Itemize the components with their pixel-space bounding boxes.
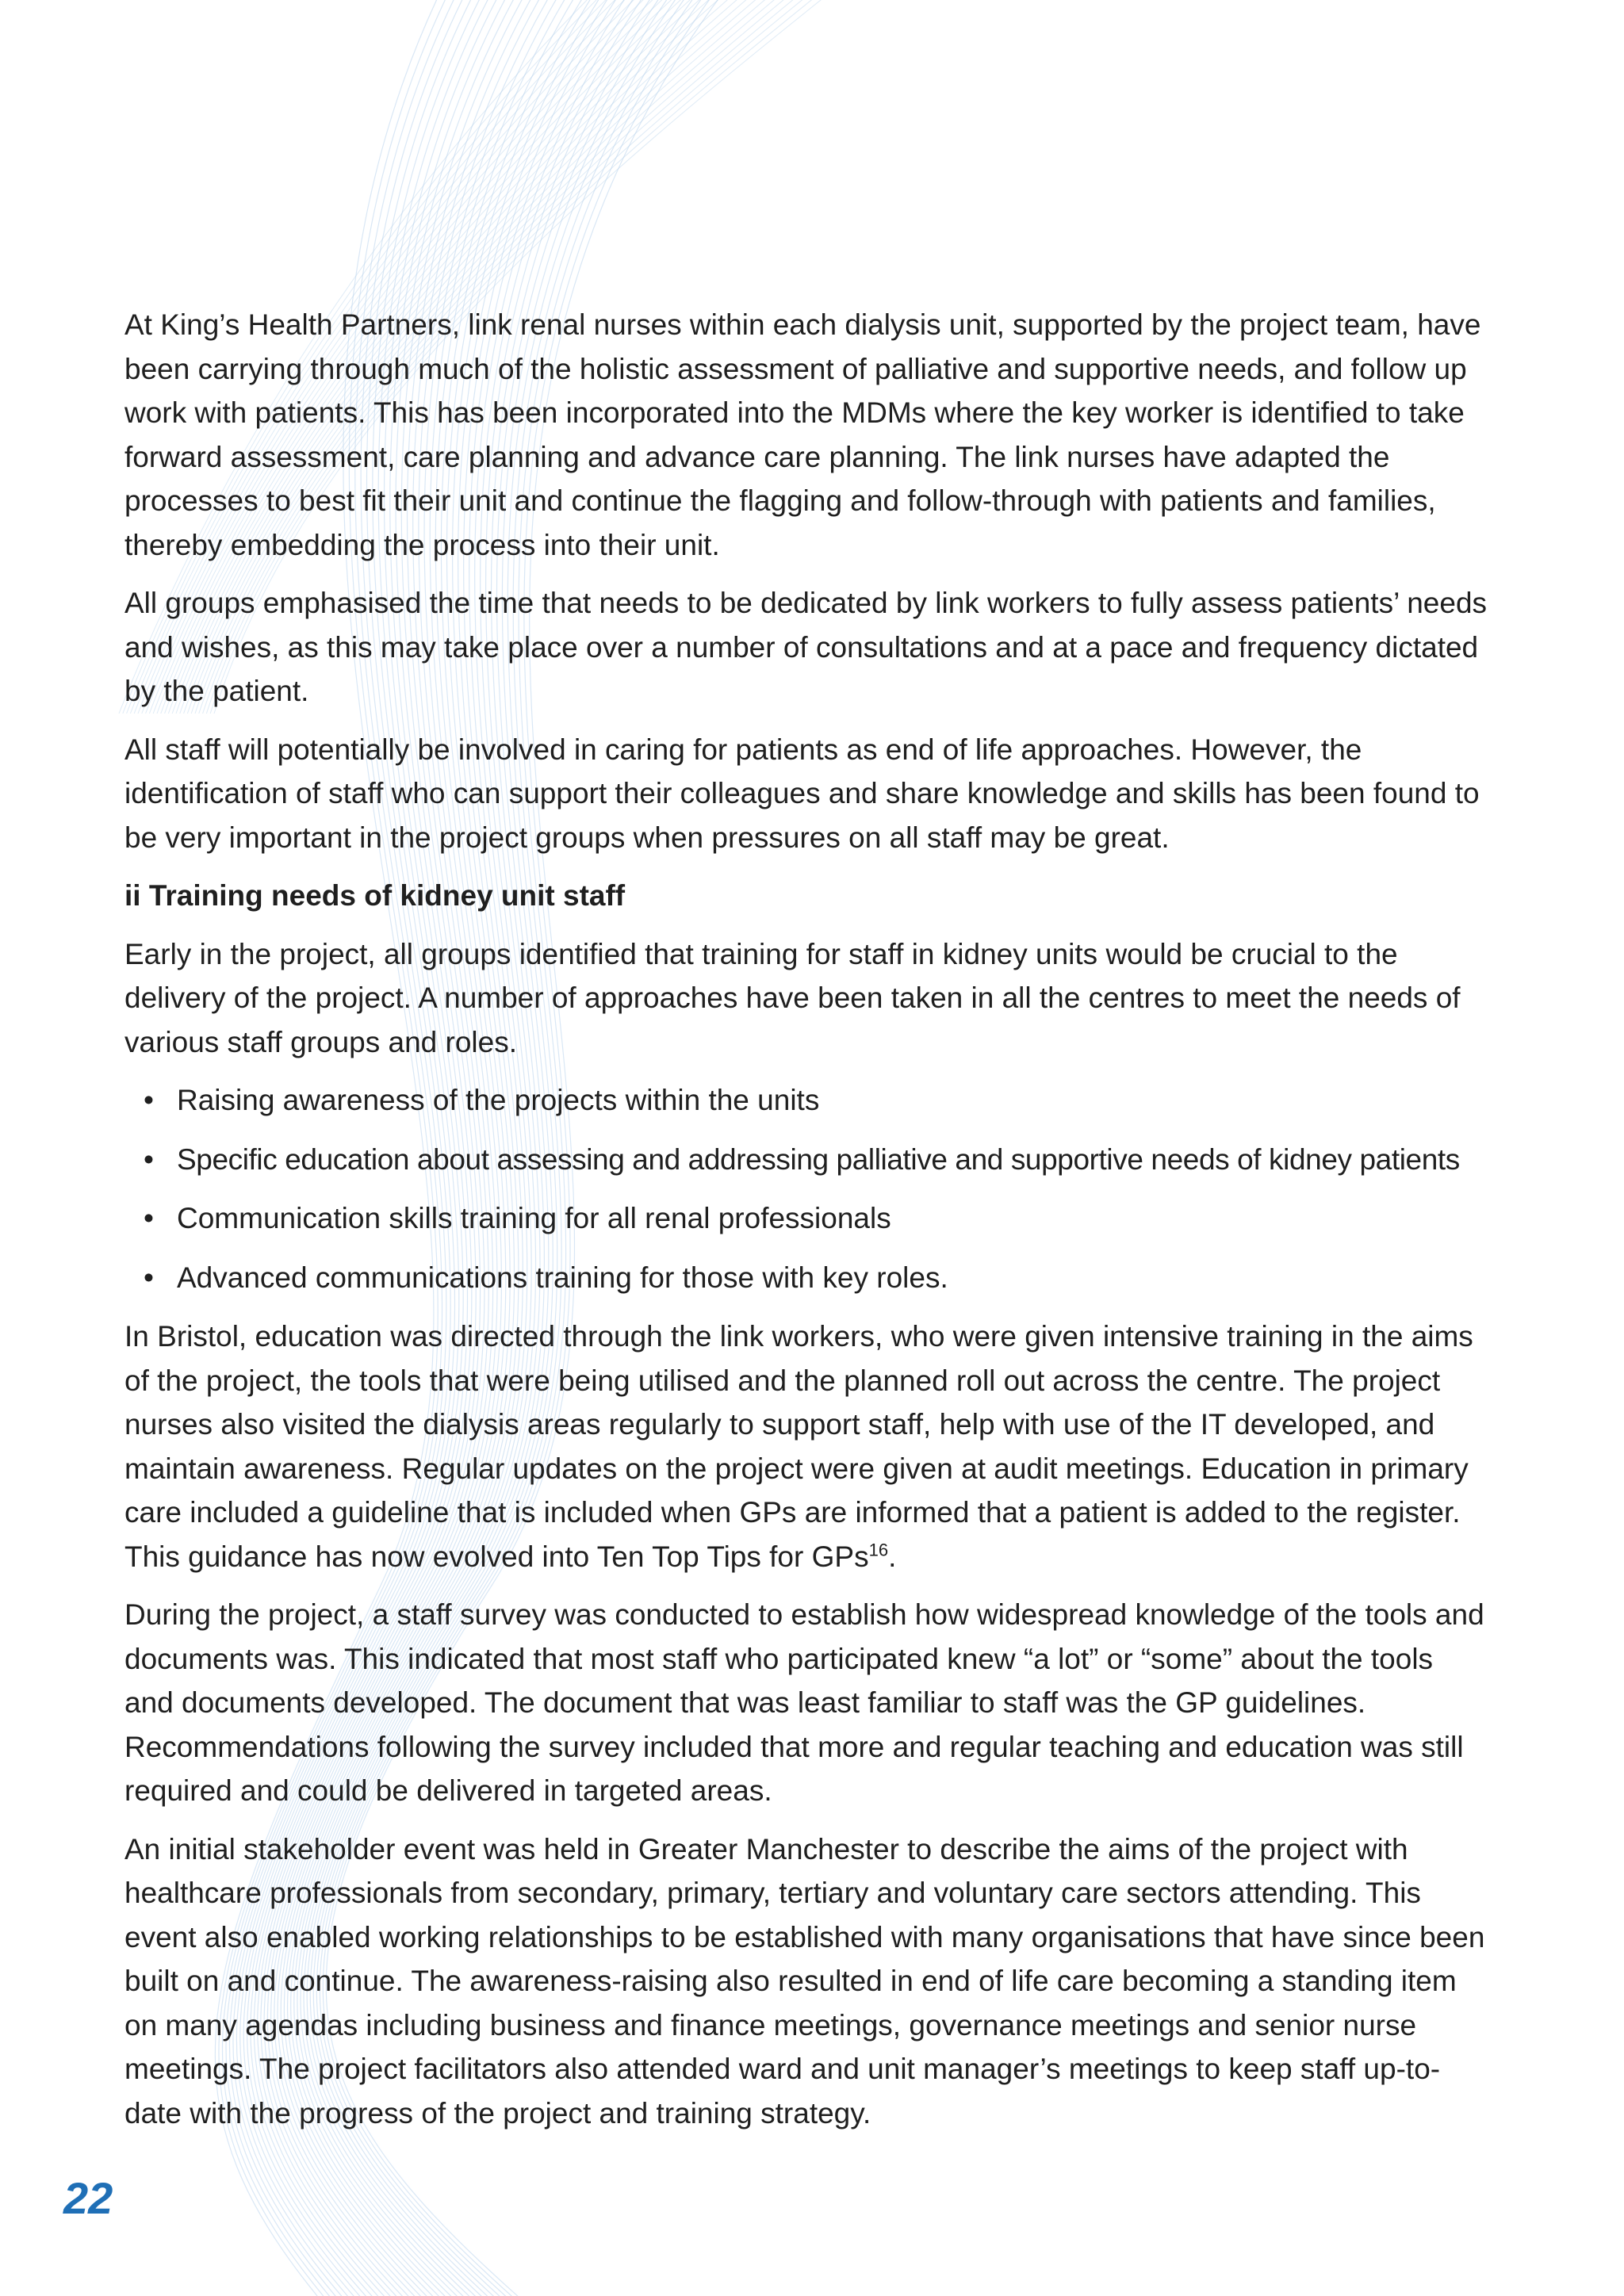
training-approaches-list <box>124 1078 1488 1299</box>
paragraph-staff-survey: During the project, a staff survey was conducted to establish how widespread knowledge of the tools and documents was. This indicated that most staff who participated knew “a lot” or “some” about the tools and documents developed. The document that was least familiar to staff was the GP guidelines. Recommendations following the survey included that more and regular teaching and education was still required and could be delivered in targeted areas. <box>124 1598 1484 1807</box>
document-body <box>124 303 1488 2149</box>
bullet-marker: • <box>144 1142 154 1176</box>
list-item <box>144 1078 1488 1123</box>
list-item <box>144 1256 1488 1300</box>
bullet-marker: • <box>144 1084 154 1116</box>
paragraph-greater-manchester: An initial stakeholder event was held in Greater Manchester to describe the aims of the project with healthcare professionals from secondary, primary, tertiary and voluntary care sectors attending. This event also enabled working relationships to be established with many organisations that have since been built on and continue. The awareness-raising also resulted in end of life care becoming a standing item on many agendas including business and finance meetings, governance meetings and senior nurse meetings. The project facilitators also attended ward and unit manager’s meetings to keep staff up-to-date with the progress of the project and training strategy. <box>124 1832 1485 2130</box>
page-number: 22 <box>63 2173 113 2223</box>
paragraph-all-staff: All staff will potentially be involved in caring for patients as end of life approaches. However, the identification of staff who can support their colleagues and share knowledge and skills has been found to be very important in the project groups when pressures on all staff may be great. <box>124 733 1480 854</box>
list-item-text: Specific education about assessing and addressing palliative and supportive needs of kidney patients <box>177 1142 1460 1176</box>
list-item-text: Raising awareness of the projects within the units <box>177 1084 820 1116</box>
paragraph-kings-health-partners: At King’s Health Partners, link renal nurses within each dialysis unit, supported by the project team, have been carrying through much of the holistic assessment of palliative and supportive needs, and follow up work with patients. This has been incorporated into the MDMs where the key worker is identified to take forward assessment, care planning and advance care planning. The link nurses have adapted the processes to best fit their unit and continue the flagging and follow-through with patients and families, thereby embedding the process into their unit. <box>124 308 1481 561</box>
bullet-marker: • <box>144 1202 154 1234</box>
bullet-marker: • <box>144 1261 154 1294</box>
paragraph-bristol-text: In Bristol, education was directed through the link workers, who were given intensive training in the aims of the project, the tools that were being utilised and the planned roll out across the centre. The project nurses also visited the dialysis areas regularly to support staff, help with use of the IT developed, and maintain awareness. Regular updates on the project were given at audit meetings. Education in primary care included a guideline that is included when GPs are informed that a patient is added to the register. This guidance has now evolved into Ten Top Tips for GPs <box>124 1320 1473 1573</box>
footnote-reference-16: 16 <box>868 1540 889 1560</box>
paragraph-bristol <box>124 1314 1488 1578</box>
paragraph-link-workers-time: All groups emphasised the time that needs to be dedicated by link workers to fully assess patients’ needs and wishes, as this may take place over a number of consultations and at a pace and frequency dictated by the patient. <box>124 587 1488 707</box>
list-item-text: Advanced communications training for those with key roles. <box>177 1261 948 1294</box>
list-item <box>144 1196 1488 1241</box>
section-heading-training-needs: ii Training needs of kidney unit staff <box>124 879 626 912</box>
list-item-text: Communication skills training for all renal professionals <box>177 1202 891 1234</box>
list-item <box>144 1138 1488 1182</box>
paragraph-bristol-end: . <box>888 1540 897 1573</box>
paragraph-training-early: Early in the project, all groups identified that training for staff in kidney units would be crucial to the delivery of the project. A number of approaches have been taken in all the centres to meet the needs of various staff groups and roles. <box>124 937 1461 1058</box>
